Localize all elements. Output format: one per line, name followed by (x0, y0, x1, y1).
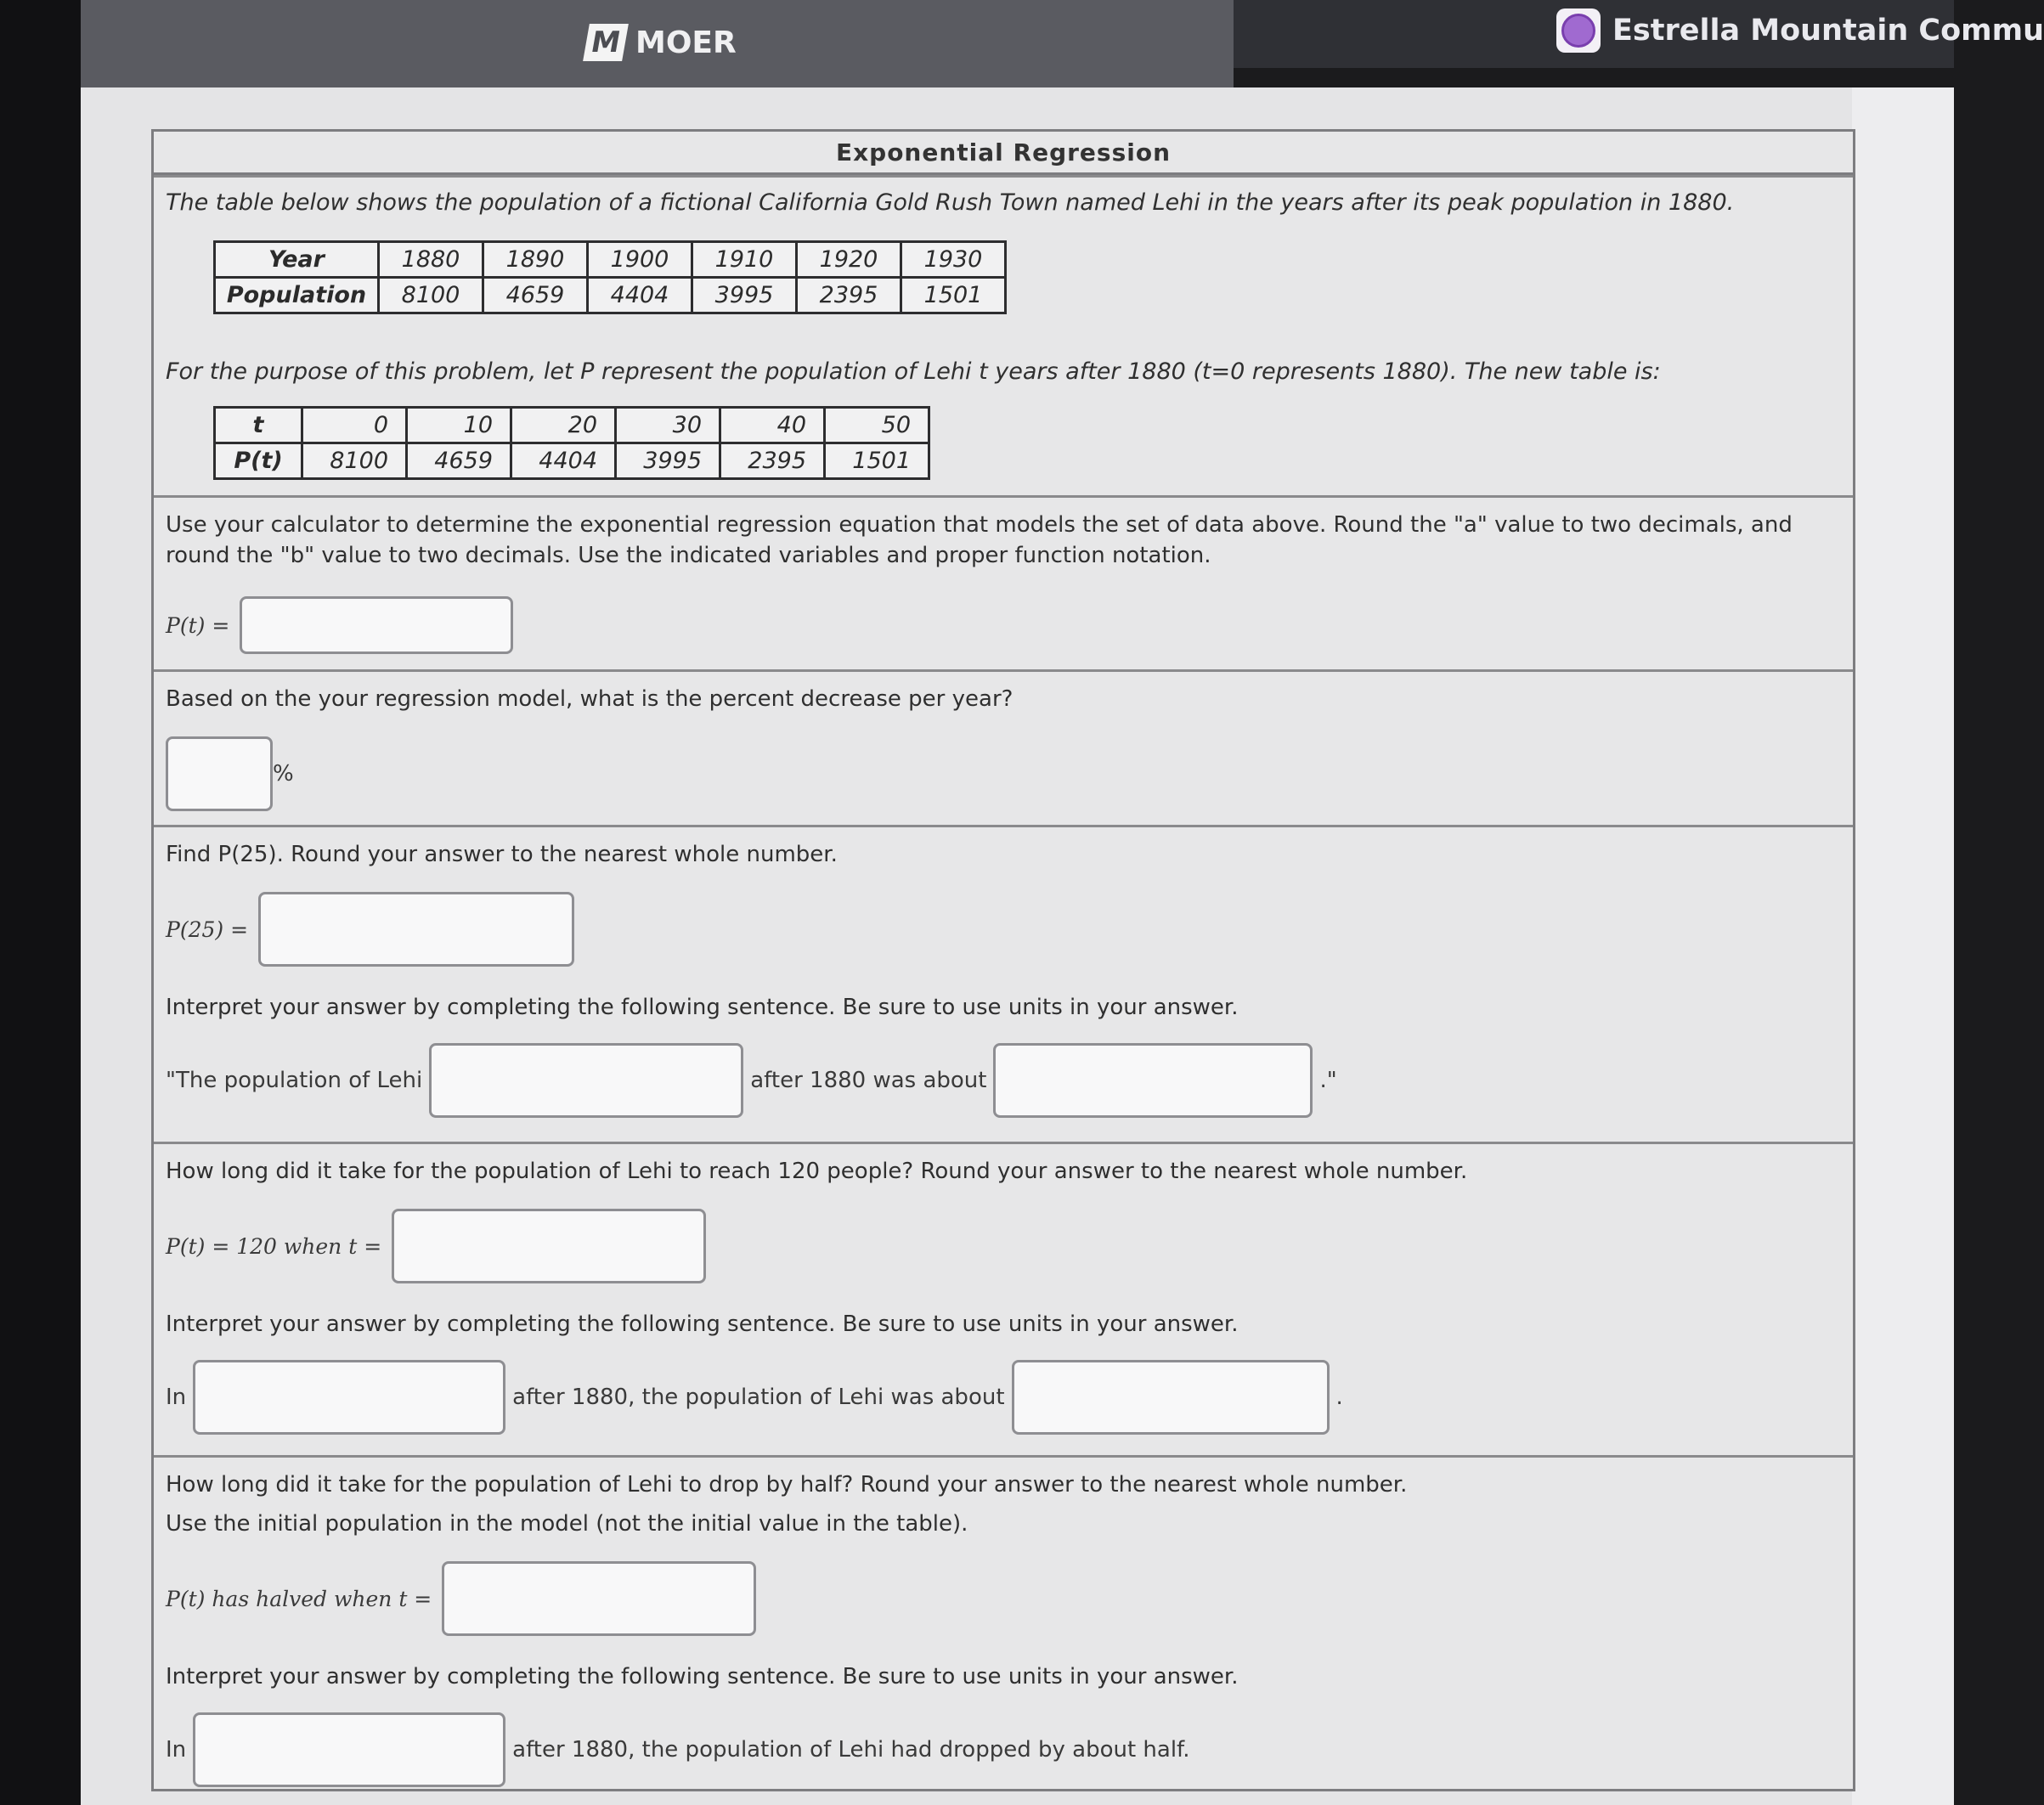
answer-label: P(25) = (166, 917, 249, 942)
table-cell: 4404 (588, 278, 692, 313)
question-regression (154, 495, 1853, 669)
reach-120-input[interactable] (392, 1209, 706, 1283)
p25-answer-input[interactable] (258, 892, 574, 967)
answer-label: P(t) = (166, 612, 230, 638)
p25-time-blank[interactable] (429, 1043, 743, 1118)
reach-120-time-blank[interactable] (193, 1360, 505, 1435)
table-cell: 1910 (692, 242, 797, 278)
table-cell: 4404 (511, 443, 616, 479)
table-cell: 4659 (483, 278, 588, 313)
table-cell: 0 (302, 408, 407, 443)
table-row (215, 443, 929, 479)
table-cell: 2395 (720, 443, 825, 479)
sentence-text: . (1335, 1385, 1343, 1410)
screen-bezel (0, 0, 81, 1805)
table-cell: 1501 (901, 278, 1006, 313)
sentence-text: after 1880, the population of Lehi had dropped by about half. (512, 1737, 1190, 1763)
question-note: Use the initial population in the model (not the initial value in the table). (166, 1511, 968, 1537)
intro-text: The table below shows the population of a fictional California Gold Rush Town named Lehi in the years after its peak population in 1880. (166, 189, 1735, 216)
answer-label: P(t) has halved when t = (166, 1586, 432, 1611)
percent-unit: % (273, 761, 294, 787)
tab-moer-label: MOER (635, 25, 737, 60)
question-p25 (154, 825, 1853, 1142)
question-percent-decrease (154, 669, 1853, 825)
table-header: P(t) (215, 443, 302, 479)
reach-120-population-blank[interactable] (1012, 1360, 1330, 1435)
college-logo-icon (1556, 8, 1601, 53)
interpret-instructions: Interpret your answer by completing the following sentence. Be sure to use units in your answer. (166, 1664, 1239, 1689)
tab-estrella[interactable] (1556, 8, 2044, 53)
sentence-text: ." (1319, 1068, 1337, 1093)
sentence-text: after 1880, the population of Lehi was about (512, 1385, 1005, 1410)
sentence-text: after 1880 was about (750, 1068, 987, 1093)
problem-intro-section (154, 175, 1853, 495)
year-population-table (213, 240, 1007, 314)
table-cell: 1890 (483, 242, 588, 278)
table-cell: 1880 (379, 242, 483, 278)
restate-text: For the purpose of this problem, let P represent the population of Lehi t years after 1880 (t=0 represents 1880). The new table is: (166, 358, 1661, 385)
table-cell: 50 (825, 408, 929, 443)
table-cell: 10 (407, 408, 511, 443)
table-cell: 3995 (616, 443, 720, 479)
answer-label: P(t) = 120 when t = (166, 1233, 382, 1259)
table-cell: 4659 (407, 443, 511, 479)
tab-moer[interactable] (586, 24, 737, 61)
table-header: Year (215, 242, 379, 278)
problem-panel (151, 129, 1855, 1791)
tab-estrella-label: Estrella Mountain Commu (1612, 14, 2044, 48)
table-cell: 1930 (901, 242, 1006, 278)
table-header: t (215, 408, 302, 443)
table-cell: 2395 (797, 278, 901, 313)
table-cell: 8100 (302, 443, 407, 479)
sentence-text: In (166, 1737, 187, 1763)
question-reach-120 (154, 1142, 1853, 1455)
table-cell: 8100 (379, 278, 483, 313)
table-cell: 1920 (797, 242, 901, 278)
t-p-table (213, 406, 930, 480)
question-text: How long did it take for the population of Lehi to drop by half? Round your answer to the nearest whole number. (166, 1472, 1408, 1498)
sentence-text: In (166, 1385, 187, 1410)
problem-title: Exponential Regression (154, 132, 1853, 175)
table-cell: 30 (616, 408, 720, 443)
table-cell: 3995 (692, 278, 797, 313)
table-cell: 20 (511, 408, 616, 443)
question-text: How long did it take for the population of Lehi to reach 120 people? Round your answer to the nearest whole number. (166, 1159, 1468, 1184)
percent-decrease-input[interactable] (166, 736, 273, 811)
screen-edge (1852, 87, 1954, 1805)
question-text: Use your calculator to determine the exponential regression equation that models the set of data above. Round the "a" value to two decimals, and round the "b" value to two decimals. Use the indicated variables and proper function notation. (166, 512, 1793, 568)
table-row (215, 242, 1006, 278)
table-row (215, 278, 1006, 313)
p25-population-blank[interactable] (993, 1043, 1313, 1118)
table-row (215, 408, 929, 443)
table-cell: 1900 (588, 242, 692, 278)
question-text: Based on the your regression model, what is the percent decrease per year? (166, 686, 1014, 712)
table-header: Population (215, 278, 379, 313)
table-cell: 1501 (825, 443, 929, 479)
question-text: Find P(25). Round your answer to the nearest whole number. (166, 842, 838, 867)
half-life-input[interactable] (442, 1561, 756, 1636)
interpret-instructions: Interpret your answer by completing the following sentence. Be sure to use units in your answer. (166, 1311, 1239, 1337)
regression-answer-input[interactable] (240, 596, 513, 654)
sentence-text: "The population of Lehi (166, 1068, 423, 1093)
interpret-instructions: Interpret your answer by completing the following sentence. Be sure to use units in your answer. (166, 995, 1239, 1020)
moer-logo-icon: M (583, 24, 629, 61)
half-life-time-blank[interactable] (193, 1712, 505, 1787)
question-half-life (154, 1455, 1853, 1789)
table-cell: 40 (720, 408, 825, 443)
